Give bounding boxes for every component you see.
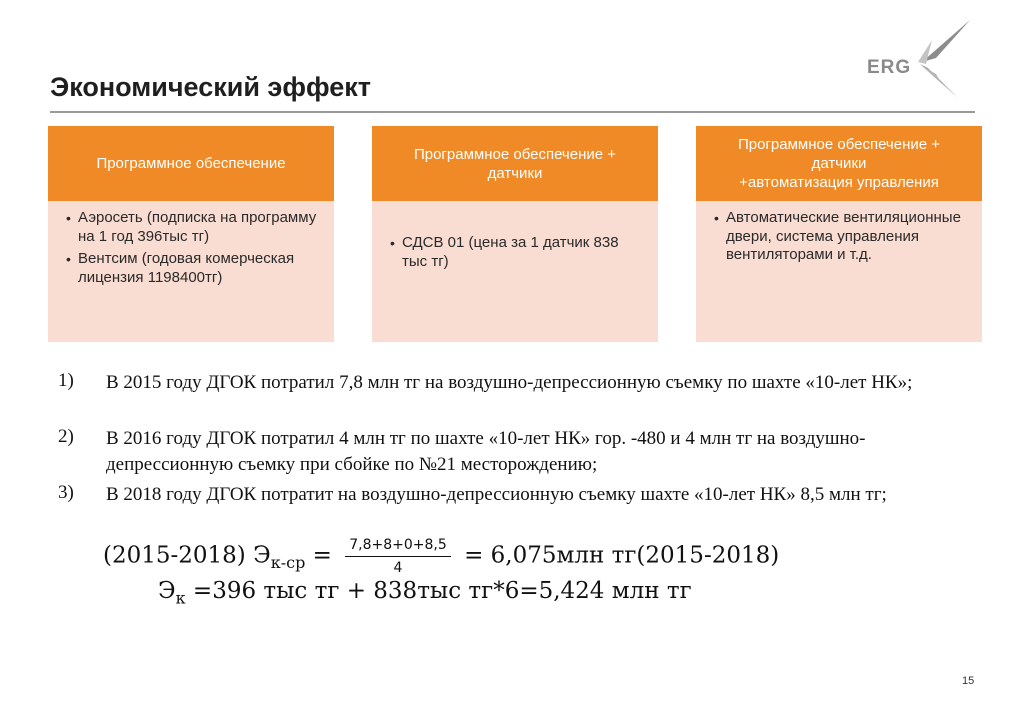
card-body: [48, 201, 334, 287]
list-item: [66, 209, 322, 246]
formula-result: = 6,075млн тг(2015-2018): [464, 542, 780, 569]
formula-equals: =: [312, 542, 332, 569]
list-item: [66, 250, 322, 287]
fraction-denominator: 4: [393, 560, 403, 576]
formula-symbol: Э: [158, 578, 176, 604]
bullet-icon: •: [66, 210, 71, 226]
list-item: [714, 209, 970, 265]
bullet-text: СДСВ 01 (цена за 1 датчик 838 тыс тг): [402, 234, 619, 270]
card-body: [372, 201, 658, 271]
card-software: [48, 126, 334, 342]
formula-symbol: Э: [253, 542, 271, 569]
card-header-line: датчики: [487, 164, 543, 182]
bullet-icon: •: [714, 210, 719, 226]
list-number: 2): [58, 426, 74, 447]
card-header-line: +автоматизация управления: [739, 174, 939, 191]
card-header-line: датчики: [811, 155, 867, 172]
list-item: [390, 234, 646, 271]
bullet-text: Автоматические вентиляционные двери, система управления вентиляторами и т.д.: [726, 209, 961, 263]
bullet-icon: •: [390, 235, 395, 251]
list-number: 1): [58, 370, 74, 391]
card-header: [48, 126, 334, 201]
formula-subscript: к: [175, 588, 186, 608]
slide-title: Экономический эффект: [50, 72, 371, 102]
total-cost-formula: [158, 578, 692, 608]
bullet-text: Вентсим (годовая комерческая лицензия 1198400тг): [78, 250, 295, 286]
list-number: 3): [58, 482, 74, 503]
card-header-line: Программное обеспечение: [96, 155, 286, 172]
formula-period: (2015-2018): [103, 542, 246, 569]
erg-logo-text: ERG: [867, 57, 912, 78]
card-software-sensors-automation: [696, 126, 982, 342]
card-body: [696, 201, 982, 265]
card-header: [696, 126, 982, 201]
list-text: В 2015 году ДГОК потратил 7,8 млн тг на воздушно-депрессионную съемку по шахте «10-лет НК»;: [106, 372, 913, 393]
formula-rhs: =396 тыс тг + 838тыс тг*6=5,424 млн тг: [192, 578, 692, 604]
card-header-line: Программное обеспечение +: [413, 145, 617, 163]
card-software-sensors: [372, 126, 658, 342]
list-text: В 2016 году ДГОК потратил 4 млн тг по шахте «10-лет НК» гор. -480 и 4 млн тг на воздушно-депрессионную съемку при сбойке по №21 месторождению;: [106, 428, 866, 475]
formula-fraction: [345, 537, 451, 576]
list-text: В 2018 году ДГОК потратит на воздушно-депрессионную съемку шахте «10-лет НК» 8,5 млн тг;: [106, 484, 887, 505]
page-number: 15: [962, 675, 975, 687]
fraction-numerator: 7,8+8+0+8,5: [345, 537, 451, 557]
card-header: [372, 126, 658, 201]
card-header-line: Программное обеспечение +: [737, 136, 941, 153]
title-divider: [50, 111, 975, 113]
bullet-icon: •: [66, 251, 71, 267]
average-cost-formula: [103, 537, 779, 576]
formula-subscript: к-ср: [270, 553, 306, 573]
bullet-text: Аэросеть (подписка на программу на 1 год 396тыс тг): [78, 209, 317, 245]
